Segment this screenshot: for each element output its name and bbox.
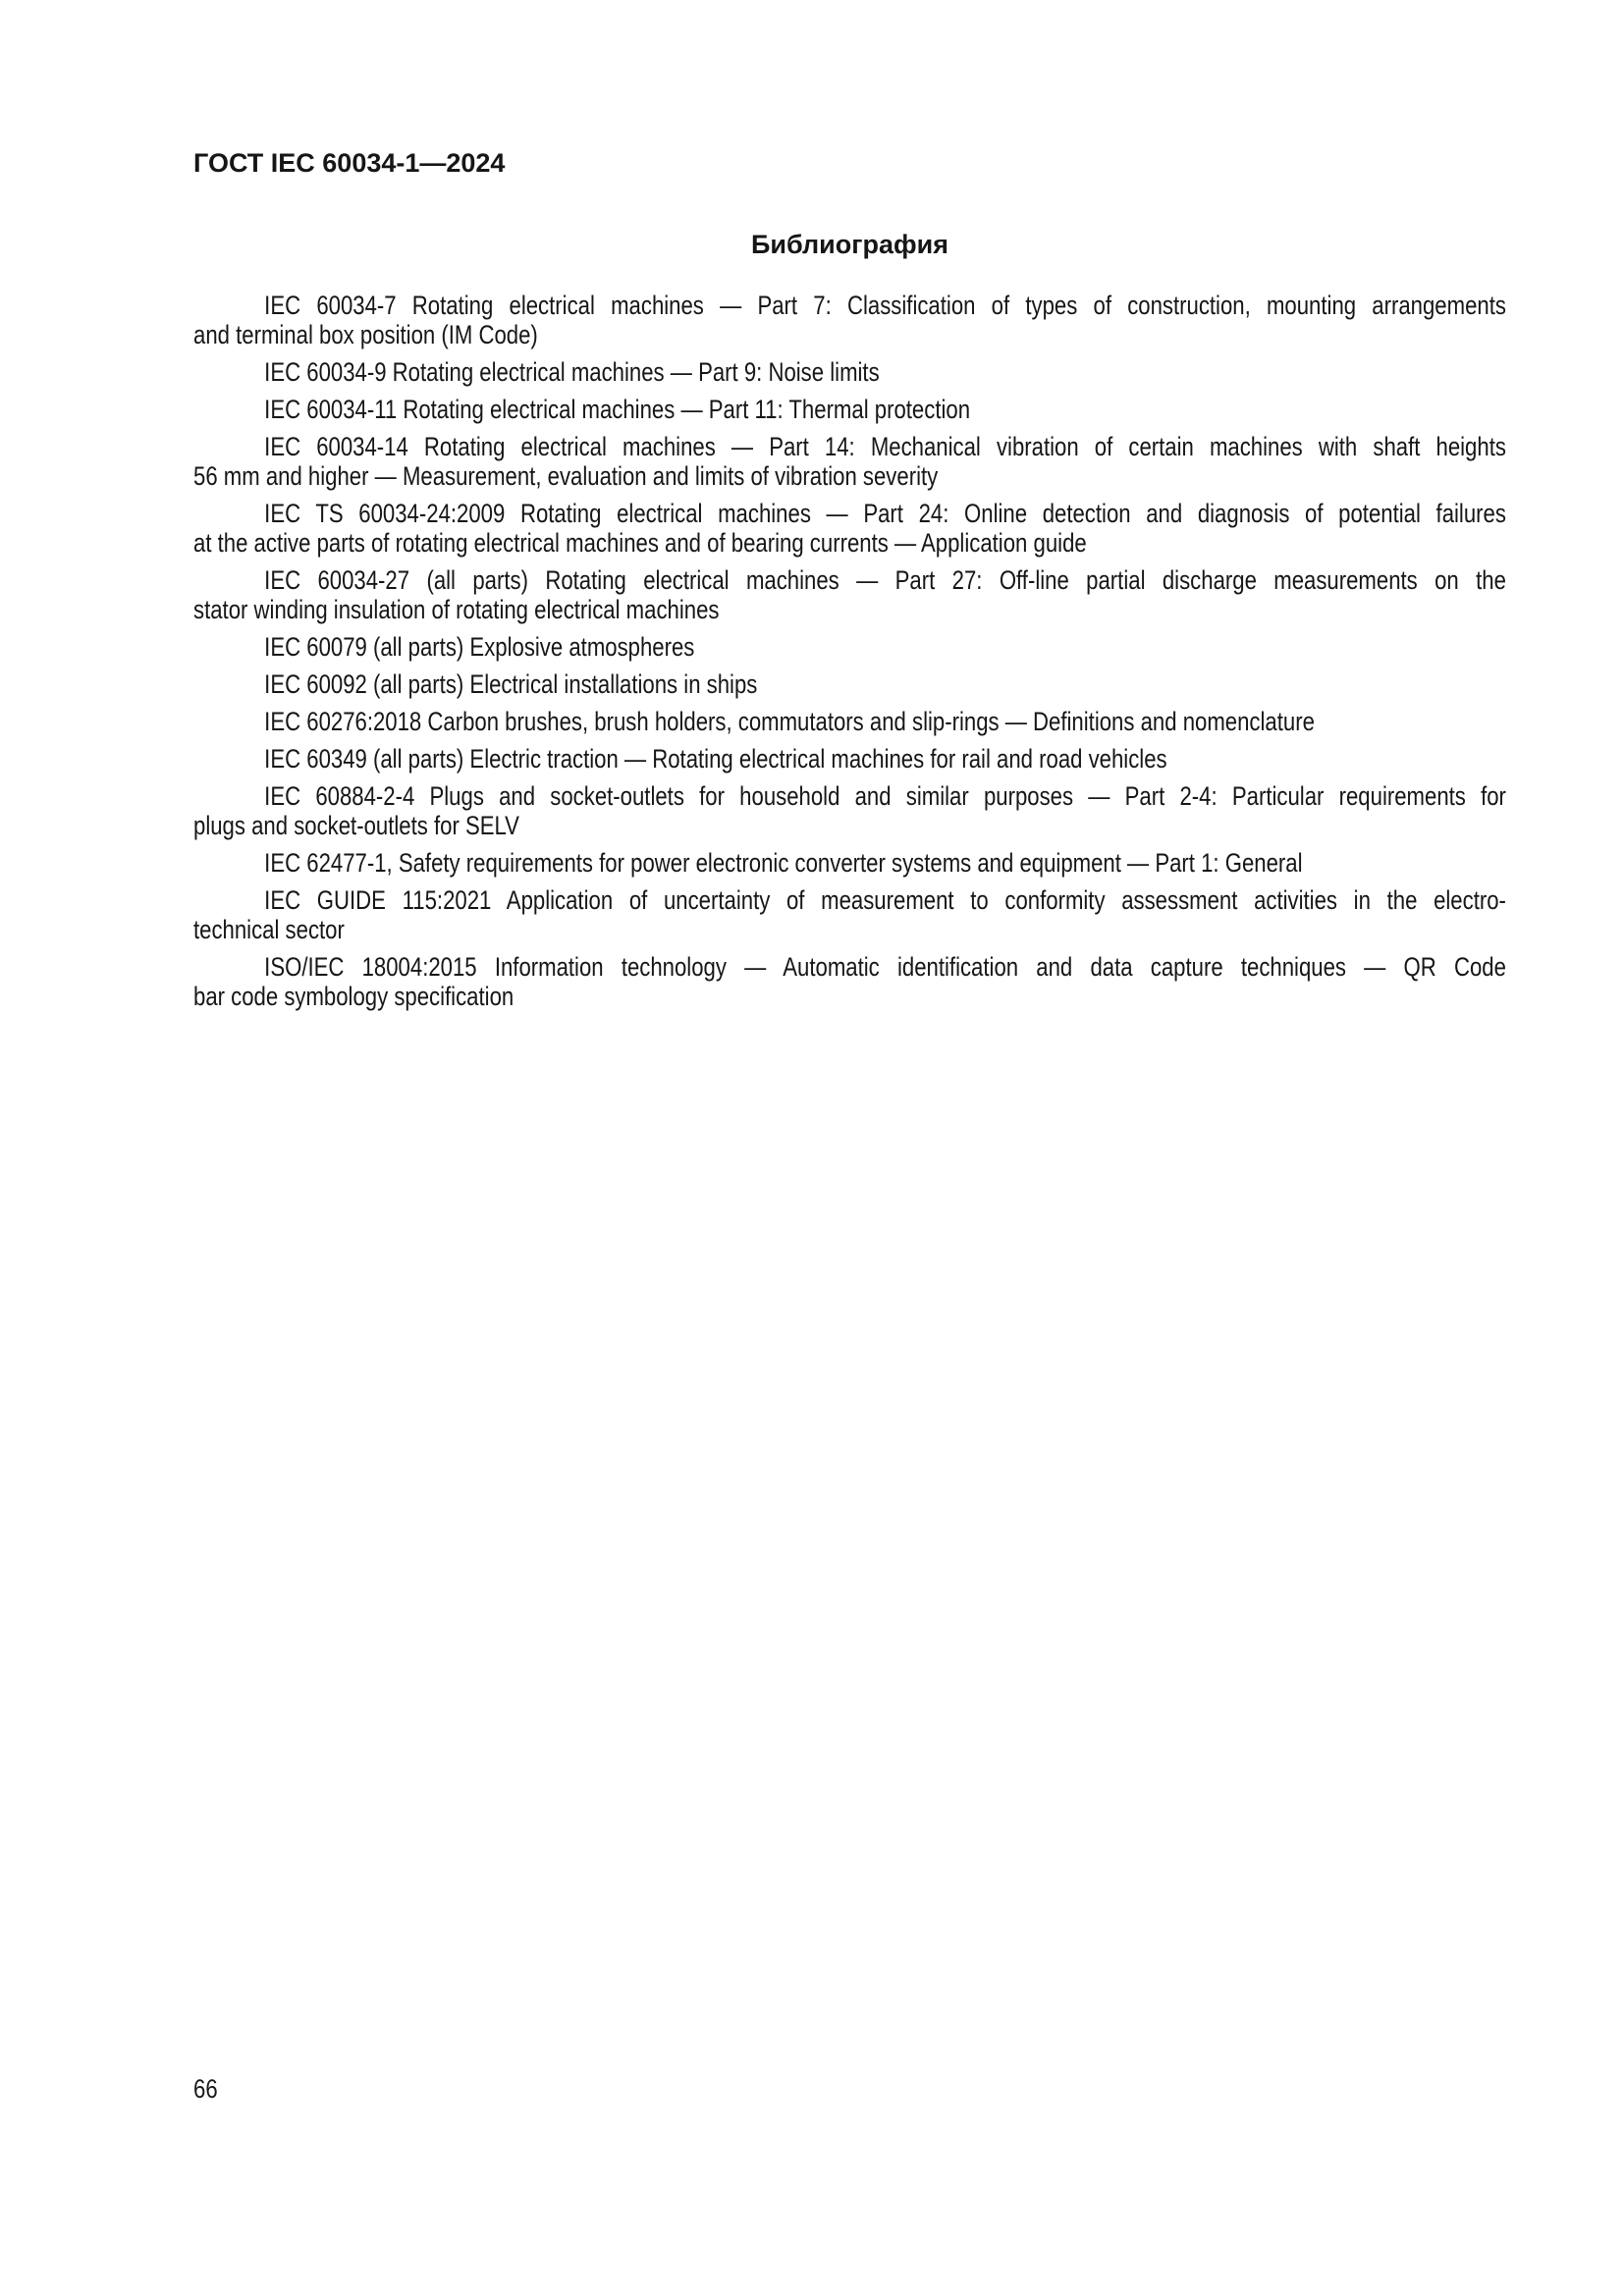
reference-line: IEC 60349 (all parts) Electric traction — Rotating electrical machines for rail and road vehicles (264, 744, 1167, 774)
reference-line: ISO/IEC 18004:2015 Information technology — Automatic identification and data capture techniques — QR Code (264, 952, 1506, 982)
reference-line: IEC 60276:2018 Carbon brushes, brush holders, commutators and slip-rings — Definitions and nomenclature (264, 707, 1315, 736)
section-title: Библиография (751, 230, 948, 259)
reference-item (193, 291, 1506, 349)
reference-item (193, 669, 1506, 699)
document-header: ГОСТ IEC 60034-1—2024 (193, 148, 506, 178)
reference-line: IEC 60034-11 Rotating electrical machines — Part 11: Thermal protection (264, 395, 971, 424)
reference-line: IEC 60034-14 Rotating electrical machines — Part 14: Mechanical vibration of certain machines with shaft heights (264, 432, 1506, 461)
reference-item (193, 395, 1506, 424)
reference-line: at the active parts of rotating electrical machines and of bearing currents — Application guide (193, 528, 1087, 558)
reference-line: and terminal box position (IM Code) (193, 320, 538, 349)
reference-item (193, 499, 1506, 558)
reference-line: bar code symbology specification (193, 982, 514, 1011)
reference-line: IEC 60034-9 Rotating electrical machines — Part 9: Noise limits (264, 357, 880, 387)
reference-item (193, 632, 1506, 662)
reference-line: IEC 60092 (all parts) Electrical installations in ships (264, 669, 758, 699)
reference-item (193, 885, 1506, 944)
reference-line: IEC TS 60034-24:2009 Rotating electrical machines — Part 24: Online detection and diagnosis of potential failures (264, 499, 1506, 528)
reference-line: IEC 60034-27 (all parts) Rotating electrical machines — Part 27: Off-line partial discharge measurements on the (264, 565, 1506, 595)
reference-item (193, 848, 1506, 878)
reference-line: IEC 62477-1, Safety requirements for power electronic converter systems and equipment — Part 1: General (264, 848, 1303, 878)
reference-item (193, 952, 1506, 1011)
reference-item (193, 565, 1506, 624)
reference-line: technical sector (193, 915, 345, 944)
reference-item (193, 707, 1506, 736)
reference-line: IEC 60034-7 Rotating electrical machines — Part 7: Classification of types of construction, mounting arrangements (264, 291, 1506, 320)
reference-item (193, 744, 1506, 774)
reference-line: 56 mm and higher — Measurement, evaluation and limits of vibration severity (193, 461, 939, 491)
reference-line: plugs and socket-outlets for SELV (193, 811, 519, 840)
reference-item (193, 432, 1506, 491)
reference-line: IEC 60884-2-4 Plugs and socket-outlets for household and similar purposes — Part 2-4: Particular requirements for (264, 781, 1506, 811)
reference-line: stator winding insulation of rotating electrical machines (193, 595, 720, 624)
page-number: 66 (193, 2074, 218, 2104)
reference-item (193, 357, 1506, 387)
reference-line: IEC GUIDE 115:2021 Application of uncertainty of measurement to conformity assessment activities in the electro- (264, 885, 1506, 915)
reference-item (193, 781, 1506, 840)
reference-list (193, 291, 1506, 1019)
reference-line: IEC 60079 (all parts) Explosive atmospheres (264, 632, 695, 662)
